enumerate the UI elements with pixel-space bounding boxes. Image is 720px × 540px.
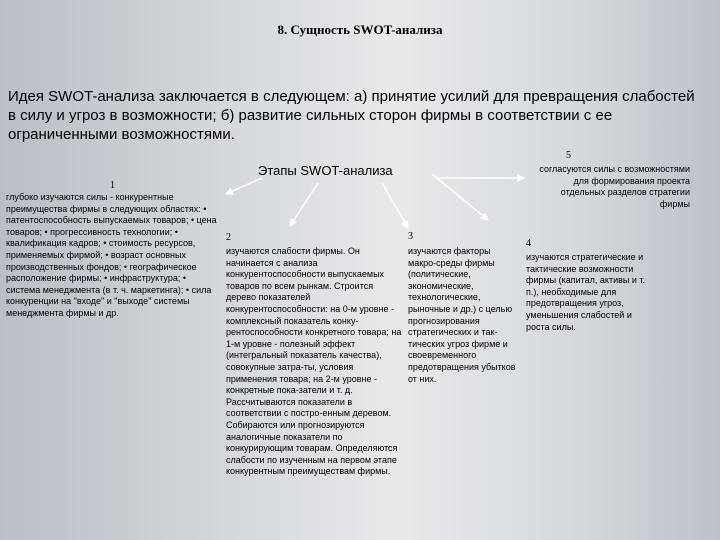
stage-4-number: 4 [526, 238, 531, 249]
stage-5-number: 5 [566, 150, 571, 161]
stage-5-text: согласуются силы с возможностями для формирования проекта отдельных разделов стратегии фирмы [539, 164, 690, 209]
stage-2-text: изучаются слабости фирмы. Он начинается с анализа конкурентоспособности выпускаемых товаров по всем рынкам. Строится дерево показателей конкурентоспособности: на 0-м уровне - комплексный показатель конку-рентоспособности конкретного товара; на 1-м уровне - полезный эффект (интегральный показатель качества), совокупные затра-ты, условия применения товара; на 2-м уровне - конкретные пока-затели и т. д. Рассчитываются показатели в соответствии с постро-енным деревом. Собираются или прогнозируются аналогичные показатели по конкурирующим товарам. Определяются слабости по изученным на первом этапе конкурентным преимуществам фирмы. [226, 246, 402, 477]
arrow-to-stage-3 [382, 183, 408, 228]
stages-label: Этапы SWOT-анализа [258, 163, 393, 178]
stage-1-number: 1 [110, 180, 115, 191]
arrow-to-stage-1 [226, 178, 262, 194]
slide-title: 8. Сущность SWOT-анализа [277, 22, 443, 37]
stage-1-text: глубоко изучаются силы - конкурентные преимущества фирмы в следующих областях: • патентоспособность выпускаемых товаров; • цена товаров; • прогрессивность технологии; • квалификация кадров; • стоимость ресурсов, применяемых фирмой; • возраст основных производственных фондов; • географическое расположение фирмы; • инфраструктура; • система менеджмента (в т. ч. маркетинга); • сила конкуренции на "входе" и "выходе" системы менеджмента фирмы и др. [6, 192, 217, 318]
arrow-to-stage-4 [432, 174, 488, 220]
stage-3-text: изучаются факторы макро-среды фирмы (политические, экономические, технологические, рыночные и др.) с целью прогнозирования стратегических и так-тических угроз фирме и своевременного предотвращения убытков от них. [408, 246, 516, 384]
stage-3-number: 3 [408, 231, 413, 242]
stage-4-text: изучаются стратегические и тактические возможности фирмы (капитал, активы и т. п.), необходимые для предотвращения угроз, уменьшения слабостей и роста силы. [526, 252, 646, 332]
stage-2-number: 2 [226, 232, 231, 243]
arrow-to-stage-2 [290, 183, 318, 226]
intro-paragraph: Идея SWOT-анализа заключается в следующем: а) принятие усилий для превращения слабостей в силу и угроз в возможности; б) развитие сильных сторон фирмы в соответствии с ее ограниченными возможностями. [8, 88, 695, 143]
